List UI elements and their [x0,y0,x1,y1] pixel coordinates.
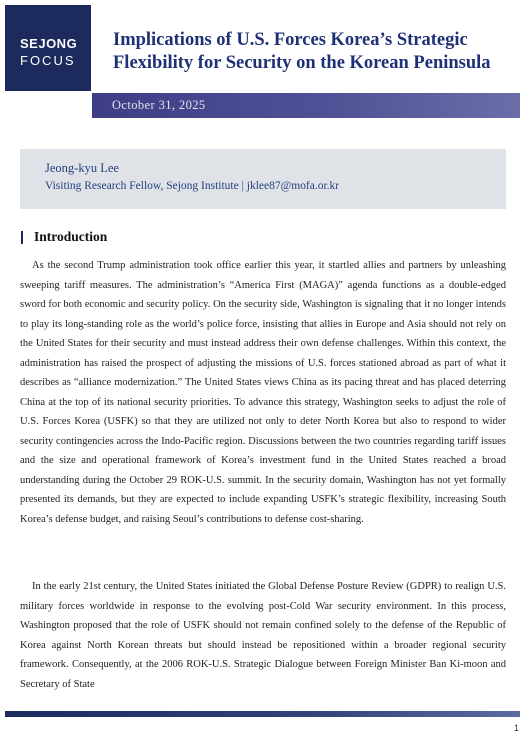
title-line-2: Flexibility for Security on the Korean Peninsula [113,53,491,73]
author-name: Jeong-kyu Lee [45,161,119,175]
body-paragraph-2: In the early 21st century, the United States initiated the Global Defense Posture Review (GDPR) to realign U.S. military forces worldwide in response to the evolving post-Cold War security environment. In this process, Washington proposed that the role of USFK should not remain confined solely to the defense of the Republic of Korea against North Korean threats but should instead be repositioned within a broader regional security framework. Consequently, at the 2006 ROK-U.S. Strategic Dialogue between Foreign Minister Ban Ki-moon and Secretary of State [20,581,506,690]
page-number: 1 [513,723,519,733]
section-marker [21,231,23,244]
section-heading: Introduction [34,229,108,244]
document-title [113,29,513,75]
logo-text-focus: FOCUS [20,53,76,68]
title-line-1: Implications of U.S. Forces Korea’s Strategic [113,30,468,50]
date-band [92,93,520,118]
author-affiliation: Visiting Research Fellow, Sejong Institute | jklee87@mofa.or.kr [45,180,340,192]
sejong-focus-logo [5,5,91,91]
body-paragraph-1: As the second Trump administration took office earlier this year, it startled allies and partners by unleashing sweeping tariff measures. The administration’s “America First (MAGA)” agenda functions as a double-edged sword for both economic and security policy. On the security side, Washington is signaling that it no longer intends to play its long-standing role as the world’s police force, insisting that allies in Europe and Asia should not rely on the United States for their security and must instead address their own defense challenges. Within this context, the administration has raised the prospect of adjusting the missions of U.S. forces stationed abroad as part of what it describes as “alliance modernization.” The United States views China as its pacing threat and has placed deterring China at the top of its national security priorities. To advance this strategy, Washington seeks to adjust the role of U.S. Forces Korea (USFK) so that they are utilized not only to deter North Korea but also to respond to wider security contingencies across the Indo-Pacific region. Discussions between the two countries regarding tariff issues and the size and operational framework of Korea’s investment fund in the United States reached a broad understanding during the October 29 ROK-U.S. summit. In the security domain, Washington has not yet formally presented its demands, but they are expected to include expanding USFK’s strategic flexibility, increasing South Korea’s defense budget, and raising Seoul’s contributions to defense cost-sharing. [20,260,506,525]
publication-date: October 31, 2025 [112,98,206,112]
author-box [20,149,506,209]
logo-text-sejong: SEJONG [20,36,78,51]
footer-bar [5,711,520,717]
